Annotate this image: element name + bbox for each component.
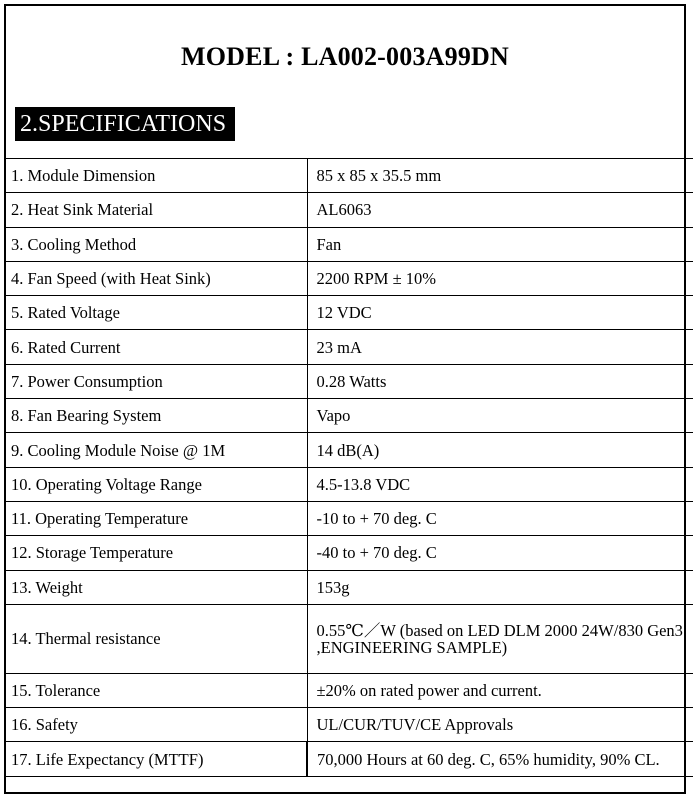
table-row — [5, 433, 693, 467]
table-row — [5, 708, 693, 742]
spec-value: AL6063 — [307, 193, 693, 227]
spec-value: 4.5-13.8 VDC — [307, 467, 693, 501]
spec-label: 2. Heat Sink Material — [5, 193, 308, 227]
table-row — [5, 330, 693, 364]
spec-value: Vapo — [307, 399, 693, 433]
spec-label: 8. Fan Bearing System — [5, 399, 308, 433]
table-row — [5, 673, 693, 707]
spec-label: 6. Rated Current — [5, 330, 308, 364]
model-title: MODEL : LA002-003A99DN — [6, 42, 684, 72]
section-heading: 2.SPECIFICATIONS — [15, 107, 235, 141]
spec-label: 11. Operating Temperature — [5, 501, 308, 535]
spec-label: 1. Module Dimension — [5, 159, 308, 193]
spec-label: 13. Weight — [5, 570, 308, 604]
spec-value: Fan — [307, 227, 693, 261]
spec-value: ±20% on rated power and current. — [307, 673, 693, 707]
spec-label: 5. Rated Voltage — [5, 296, 308, 330]
spec-label: 17. Life Expectancy (MTTF) — [5, 742, 308, 776]
spec-value: 85 x 85 x 35.5 mm — [307, 159, 693, 193]
table-row — [5, 159, 693, 193]
table-row — [5, 296, 693, 330]
table-row — [5, 364, 693, 398]
spec-value: 14 dB(A) — [307, 433, 693, 467]
table-row — [5, 570, 693, 604]
spec-label: 3. Cooling Method — [5, 227, 308, 261]
spec-value: -10 to + 70 deg. C — [307, 501, 693, 535]
spec-value: 23 mA — [307, 330, 693, 364]
table-row — [5, 536, 693, 570]
table-row — [5, 742, 693, 776]
table-row — [5, 467, 693, 501]
spec-value: 0.28 Watts — [307, 364, 693, 398]
spec-label: 4. Fan Speed (with Heat Sink) — [5, 261, 308, 295]
spec-value: 12 VDC — [307, 296, 693, 330]
spec-value: 153g — [307, 570, 693, 604]
spec-label: 9. Cooling Module Noise @ 1M — [5, 433, 308, 467]
table-row — [5, 261, 693, 295]
spec-value: 70,000 Hours at 60 deg. C, 65% humidity, 90% CL. — [307, 742, 693, 776]
table-row — [5, 604, 693, 673]
spec-value: 0.55℃／W (based on LED DLM 2000 24W/830 Gen3 ,ENGINEERING SAMPLE) — [307, 604, 693, 673]
spec-label: 16. Safety — [5, 708, 308, 742]
spec-label: 12. Storage Temperature — [5, 536, 308, 570]
table-row — [5, 193, 693, 227]
document-page — [4, 4, 686, 794]
spec-label: 15. Tolerance — [5, 673, 308, 707]
spec-value: UL/CUR/TUV/CE Approvals — [307, 708, 693, 742]
spec-value: -40 to + 70 deg. C — [307, 536, 693, 570]
table-row — [5, 399, 693, 433]
spec-label: 7. Power Consumption — [5, 364, 308, 398]
spec-label: 10. Operating Voltage Range — [5, 467, 308, 501]
table-row — [5, 227, 693, 261]
specifications-table — [4, 158, 693, 777]
table-row — [5, 501, 693, 535]
spec-value: 2200 RPM ± 10% — [307, 261, 693, 295]
spec-label: 14. Thermal resistance — [5, 604, 308, 673]
